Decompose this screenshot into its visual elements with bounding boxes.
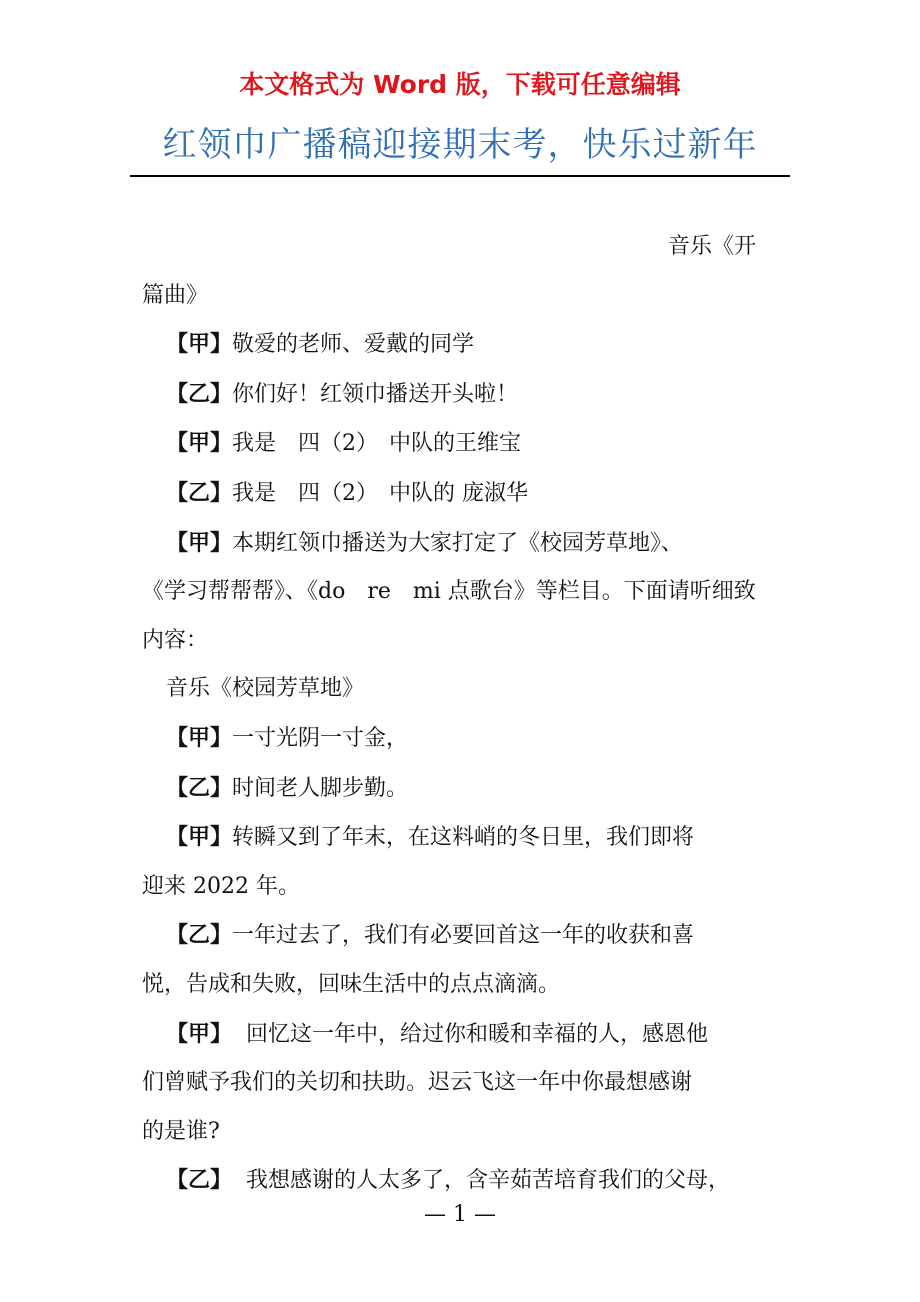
dialogue-text: 敬爱的老师、爱戴的同学 <box>232 332 475 358</box>
dialogue-line <box>142 419 782 469</box>
music-cue-campus: 音乐《校园芳草地》 <box>166 676 365 702</box>
dialogue-line <box>142 320 782 370</box>
dialogue-text: 我是 四（2） 中队的 庞淑华 <box>232 480 529 506</box>
dialogue-text: 时间老人脚步勤。 <box>232 775 409 801</box>
dialogue-continuation: 们曾赋予我们的关切和扶助。迟云飞这一年中你最想感谢 <box>142 1070 693 1096</box>
dialogue-text: 本期红领巾播送为大家打定了《校园芳草地》、 <box>232 530 684 556</box>
music-cue-opening-1: 音乐《开 <box>667 234 756 259</box>
dialogue-line <box>142 519 782 569</box>
speaker-tag: 【乙】 <box>166 380 233 407</box>
dialogue-line <box>142 1010 782 1060</box>
document-title: 红领巾广播稿迎接期末考，快乐过新年 <box>162 125 758 165</box>
dialogue-continuation: 内容： <box>142 627 209 653</box>
page-number: — 1 — <box>424 1202 496 1227</box>
dialogue-line <box>142 370 782 420</box>
speaker-tag: 【甲】 <box>166 331 233 358</box>
document-body <box>142 223 782 1206</box>
dialogue-text: 我想感谢的人太多了，含辛茹苦培育我们的父母， <box>246 1168 731 1194</box>
speaker-tag: 【甲】 <box>166 1020 233 1047</box>
dialogue-text: 回忆这一年中，给过你和暖和幸福的人，感恩他 <box>246 1021 709 1047</box>
dialogue-line <box>142 813 782 863</box>
speaker-tag: 【乙】 <box>166 922 233 949</box>
dialogue-line <box>142 469 782 519</box>
speaker-tag: 【乙】 <box>166 1167 233 1194</box>
speaker-tag: 【甲】 <box>166 824 233 851</box>
dialogue-continuation: 《学习帮帮帮》、《do re mi 点歌台》等栏目。下面请听细致 <box>142 579 756 605</box>
dialogue-line <box>142 764 782 814</box>
dialogue-continuation: 的是谁? <box>142 1118 220 1144</box>
dialogue-text: 我是 四（2） 中队的王维宝 <box>232 431 522 457</box>
music-cue-opening-2: 篇曲》 <box>142 282 209 308</box>
dialogue-text: 一寸光阴一寸金， <box>232 725 409 751</box>
speaker-tag: 【甲】 <box>166 529 233 556</box>
speaker-tag: 【乙】 <box>166 479 233 506</box>
dialogue-continuation: 迎来 2022 年。 <box>142 873 300 899</box>
dialogue-line <box>142 714 782 764</box>
dialogue-text: 转瞬又到了年末，在这料峭的冬日里，我们即将 <box>232 825 695 851</box>
dialogue-text: 一年过去了，我们有必要回首这一年的收获和喜 <box>232 923 695 949</box>
dialogue-line <box>142 911 782 961</box>
dialogue-text: 你们好！红领巾播送开头啦！ <box>232 381 519 407</box>
speaker-tag: 【乙】 <box>166 774 233 801</box>
speaker-tag: 【甲】 <box>166 430 233 457</box>
speaker-tag: 【甲】 <box>166 724 233 751</box>
dialogue-continuation: 悦，告成和失败，回味生活中的点点滴滴。 <box>142 971 561 997</box>
title-divider <box>130 175 790 177</box>
download-notice: 本文格式为 Word 版，下载可任意编辑 <box>239 70 681 99</box>
